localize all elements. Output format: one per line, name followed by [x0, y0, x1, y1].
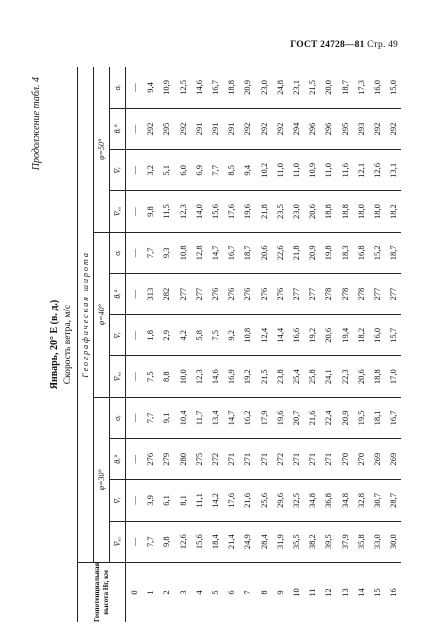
value-cell: 292	[369, 108, 385, 149]
value-cell: 16,0	[369, 67, 385, 108]
value-cell: 23,5	[272, 191, 288, 232]
value-cell: 278	[353, 273, 369, 314]
value-cell: 8,1	[175, 480, 191, 521]
value-cell: 19,6	[239, 191, 255, 232]
vr-header: V̄ᵣ	[110, 480, 126, 521]
value-cell: 32,8	[353, 480, 369, 521]
value-cell: 21,6	[304, 397, 320, 438]
value-cell: 25,8	[304, 356, 320, 397]
height-cell: 7	[242, 590, 253, 595]
value-cell: 24,8	[272, 67, 288, 108]
value-cell: 38,2	[304, 521, 320, 562]
table-row	[126, 67, 143, 622]
value-cell: 21,8	[288, 232, 304, 273]
value-cell: 19,6	[272, 397, 288, 438]
value-cell: 294	[288, 108, 304, 149]
table-row	[223, 67, 239, 622]
value-cell: 7,5	[142, 356, 158, 397]
page-number: Стр. 49	[367, 40, 398, 50]
value-cell: 20,0	[320, 67, 336, 108]
value-cell: 296	[304, 108, 320, 149]
value-cell: 10,9	[304, 150, 320, 191]
value-cell: 9,3	[158, 232, 174, 273]
standard-number: ГОСТ 24728—81	[290, 40, 365, 50]
value-cell: 32,5	[288, 480, 304, 521]
value-cell: 313	[142, 273, 158, 314]
value-cell: 6,1	[158, 480, 174, 521]
lat-40-header: φ=40°	[94, 232, 110, 397]
value-cell: 5,8	[191, 315, 207, 356]
table-row	[239, 67, 255, 622]
value-cell: 292	[256, 108, 272, 149]
value-cell: 14,6	[191, 67, 207, 108]
value-cell: 14,7	[207, 232, 223, 273]
value-cell: 272	[272, 439, 288, 480]
value-cell: 28,4	[256, 521, 272, 562]
vxa-header: V̄ₓₐ	[110, 191, 126, 232]
value-cell: 25,6	[256, 480, 272, 521]
value-cell: 7,7	[142, 232, 158, 273]
value-cell: 270	[336, 439, 352, 480]
value-cell: —	[126, 521, 143, 562]
value-cell: 29,6	[272, 480, 288, 521]
value-cell: 13,4	[207, 397, 223, 438]
value-cell: 12,3	[175, 191, 191, 232]
value-cell: 276	[272, 273, 288, 314]
table-row	[385, 67, 401, 622]
value-cell: 271	[288, 439, 304, 480]
value-cell: 22,3	[336, 356, 352, 397]
rotated-table-area	[31, 67, 404, 622]
value-cell: 10,9	[158, 67, 174, 108]
value-cell: 16,7	[385, 397, 401, 438]
value-cell: 36,8	[320, 480, 336, 521]
value-cell: 28,7	[385, 480, 401, 521]
wind-speed-table	[77, 67, 401, 622]
table-row	[256, 67, 272, 622]
value-cell: 11,0	[272, 150, 288, 191]
sigma-header: σᵣ	[110, 232, 126, 273]
value-cell: 24,9	[239, 521, 255, 562]
continuation-note: Продолжение табл. 4	[31, 77, 42, 171]
value-cell: 20,7	[288, 397, 304, 438]
table-row	[272, 67, 288, 622]
table-row	[304, 67, 320, 622]
table-row	[369, 67, 385, 622]
value-cell: 292	[142, 108, 158, 149]
value-cell: 35,5	[288, 521, 304, 562]
height-cell: 0	[129, 590, 140, 595]
value-cell: —	[126, 67, 143, 108]
value-cell: 37,9	[336, 521, 352, 562]
value-cell: 276	[207, 273, 223, 314]
value-cell: 9,2	[223, 315, 239, 356]
value-cell: —	[126, 315, 143, 356]
value-cell: 18,0	[369, 191, 385, 232]
value-cell: —	[126, 480, 143, 521]
value-cell: 20,6	[304, 191, 320, 232]
value-cell: 7,7	[142, 521, 158, 562]
value-cell: 17,6	[223, 191, 239, 232]
value-cell: 17,9	[256, 397, 272, 438]
height-cell: 3	[177, 590, 188, 595]
value-cell: 12,6	[369, 150, 385, 191]
value-cell: 18,8	[320, 191, 336, 232]
value-cell: 18,7	[385, 232, 401, 273]
value-cell: 15,2	[369, 232, 385, 273]
value-cell: —	[126, 232, 143, 273]
value-cell: 275	[191, 439, 207, 480]
height-cell: 14	[355, 588, 366, 597]
sigma-header: σᵣ	[110, 67, 126, 108]
value-cell: —	[126, 273, 143, 314]
value-cell: 270	[353, 439, 369, 480]
value-cell: 16,7	[223, 232, 239, 273]
value-cell: 18,2	[385, 191, 401, 232]
value-cell: —	[126, 397, 143, 438]
height-cell: 6	[226, 590, 237, 595]
height-cell: 1	[145, 590, 156, 595]
value-cell: 20,9	[239, 67, 255, 108]
value-cell: 21,6	[239, 480, 255, 521]
value-cell: 21,5	[256, 356, 272, 397]
value-cell: 13,1	[385, 150, 401, 191]
value-cell: 2,9	[158, 315, 174, 356]
value-cell: 272	[207, 439, 223, 480]
header-row-params	[110, 67, 126, 622]
value-cell: 10,8	[239, 315, 255, 356]
value-cell: 19,4	[336, 315, 352, 356]
value-cell: 17,0	[385, 356, 401, 397]
value-cell: 12,6	[175, 521, 191, 562]
value-cell: 21,4	[223, 521, 239, 562]
table-row	[191, 67, 207, 622]
value-cell: 9,8	[158, 521, 174, 562]
value-cell: 20,6	[353, 356, 369, 397]
value-cell: 292	[175, 108, 191, 149]
lat-50-header: φ=50°	[94, 67, 110, 232]
value-cell: 269	[369, 439, 385, 480]
value-cell: 14,6	[207, 356, 223, 397]
value-cell: 3,9	[142, 480, 158, 521]
value-cell: 291	[207, 108, 223, 149]
value-cell: 277	[369, 273, 385, 314]
value-cell: 35,8	[353, 521, 369, 562]
value-cell: 8,8	[158, 356, 174, 397]
vr-header: V̄ᵣ	[110, 150, 126, 191]
value-cell: 34,8	[304, 480, 320, 521]
value-cell: 11,7	[191, 397, 207, 438]
value-cell: 20,6	[256, 232, 272, 273]
value-cell: 20,9	[304, 232, 320, 273]
vr-header: V̄ᵣ	[110, 315, 126, 356]
value-cell: 23,0	[288, 191, 304, 232]
value-cell: 292	[272, 108, 288, 149]
value-cell: 14,4	[272, 315, 288, 356]
height-cell: 11	[307, 588, 318, 597]
value-cell: 11,1	[191, 480, 207, 521]
table-row	[288, 67, 304, 622]
value-cell: 19,2	[239, 356, 255, 397]
value-cell: 11,0	[320, 150, 336, 191]
value-cell: 18,8	[223, 67, 239, 108]
value-cell: 277	[175, 273, 191, 314]
theta-header: θᵣ°	[110, 108, 126, 149]
value-cell: 9,4	[239, 150, 255, 191]
value-cell: 7,5	[207, 315, 223, 356]
value-cell: 276	[223, 273, 239, 314]
value-cell: 20,9	[336, 397, 352, 438]
value-cell: 22,6	[272, 232, 288, 273]
value-cell: 1,8	[142, 315, 158, 356]
height-cell: 9	[274, 590, 285, 595]
value-cell: 23,1	[288, 67, 304, 108]
value-cell: 21,5	[304, 67, 320, 108]
value-cell: 16,2	[239, 397, 255, 438]
value-cell: 14,0	[191, 191, 207, 232]
value-cell: 271	[223, 439, 239, 480]
value-cell: 11,6	[336, 150, 352, 191]
value-cell: 39,5	[320, 521, 336, 562]
value-cell: 22,4	[320, 397, 336, 438]
value-cell: 18,8	[369, 356, 385, 397]
value-cell: 280	[175, 439, 191, 480]
value-cell: 16,8	[353, 232, 369, 273]
table-row	[336, 67, 352, 622]
value-cell: 293	[353, 108, 369, 149]
sigma-header: σᵣ	[110, 397, 126, 438]
value-cell: 16,7	[207, 67, 223, 108]
value-cell: 9,4	[142, 67, 158, 108]
value-cell: 276	[142, 439, 158, 480]
value-cell: 277	[304, 273, 320, 314]
value-cell: 15,7	[385, 315, 401, 356]
table-body	[126, 67, 402, 622]
value-cell: 9,1	[158, 397, 174, 438]
value-cell: 18,8	[336, 191, 352, 232]
value-cell: 7,7	[207, 150, 223, 191]
table-title: Январь, 20° Е (в. д.)	[49, 299, 60, 390]
height-cell: 4	[193, 590, 204, 595]
value-cell: 7,7	[142, 397, 158, 438]
value-cell: 11,0	[288, 150, 304, 191]
value-cell: 18,1	[369, 397, 385, 438]
value-cell: 282	[158, 273, 174, 314]
value-cell: 10,0	[175, 356, 191, 397]
value-cell: 19,8	[320, 232, 336, 273]
value-cell: 12,4	[256, 315, 272, 356]
value-cell: 277	[288, 273, 304, 314]
value-cell: 295	[158, 108, 174, 149]
vxa-header: V̄ₓₐ	[110, 521, 126, 562]
value-cell: 15,0	[385, 67, 401, 108]
height-cell: 16	[388, 588, 399, 597]
value-cell: 271	[256, 439, 272, 480]
table-row	[142, 67, 158, 622]
value-cell: 10,8	[175, 232, 191, 273]
height-cell: 8	[258, 590, 269, 595]
value-cell: 10,4	[175, 397, 191, 438]
value-cell: 277	[385, 273, 401, 314]
value-cell: 8,5	[223, 150, 239, 191]
value-cell: 17,6	[223, 480, 239, 521]
value-cell: 30,7	[369, 480, 385, 521]
table-row	[320, 67, 336, 622]
value-cell: 276	[256, 273, 272, 314]
value-cell: —	[126, 150, 143, 191]
value-cell: 6,0	[175, 150, 191, 191]
value-cell: 18,2	[353, 315, 369, 356]
value-cell: 16,6	[288, 315, 304, 356]
value-cell: 276	[239, 273, 255, 314]
value-cell: 16,9	[223, 356, 239, 397]
value-cell: 279	[158, 439, 174, 480]
value-cell: 25,4	[288, 356, 304, 397]
value-cell: 14,2	[207, 480, 223, 521]
value-cell: 18,7	[336, 67, 352, 108]
value-cell: 291	[223, 108, 239, 149]
value-cell: 12,8	[191, 232, 207, 273]
value-cell: 18,3	[336, 232, 352, 273]
value-cell: —	[126, 439, 143, 480]
theta-header: θᵣ°	[110, 273, 126, 314]
value-cell: 17,3	[353, 67, 369, 108]
value-cell: 278	[320, 273, 336, 314]
value-cell: 18,7	[239, 232, 255, 273]
value-cell: 292	[239, 108, 255, 149]
height-cell: 13	[339, 588, 350, 597]
value-cell: —	[126, 191, 143, 232]
value-cell: 269	[385, 439, 401, 480]
value-cell: —	[126, 356, 143, 397]
value-cell: 15,6	[207, 191, 223, 232]
value-cell: 3,2	[142, 150, 158, 191]
value-cell: 296	[320, 108, 336, 149]
height-header: Геопотенциальная высота Hг, км	[78, 562, 126, 622]
theta-header: θᵣ°	[110, 439, 126, 480]
value-cell: 31,9	[272, 521, 288, 562]
header-row-geo	[78, 67, 94, 622]
height-cell: 5	[210, 590, 221, 595]
height-cell: 2	[161, 590, 172, 595]
geo-latitude-header: Географическая широта	[78, 67, 94, 562]
value-cell: 5,1	[158, 150, 174, 191]
value-cell: 16,0	[369, 315, 385, 356]
value-cell: 21,8	[256, 191, 272, 232]
value-cell: 19,2	[304, 315, 320, 356]
table-row	[207, 67, 223, 622]
height-cell: 12	[323, 588, 334, 597]
table-row	[353, 67, 369, 622]
value-cell: 33,0	[369, 521, 385, 562]
header-row-lat	[94, 67, 110, 622]
value-cell: 11,5	[158, 191, 174, 232]
value-cell: 24,1	[320, 356, 336, 397]
value-cell: 271	[239, 439, 255, 480]
table-row	[158, 67, 174, 622]
value-cell: 9,8	[142, 191, 158, 232]
value-cell: 271	[304, 439, 320, 480]
value-cell: 20,6	[320, 315, 336, 356]
value-cell: 295	[336, 108, 352, 149]
value-cell: 34,8	[336, 480, 352, 521]
height-cell: 10	[290, 588, 301, 597]
value-cell: 12,3	[191, 356, 207, 397]
value-cell: 18,4	[207, 521, 223, 562]
value-cell: 23,0	[256, 67, 272, 108]
value-cell: 291	[191, 108, 207, 149]
value-cell: 14,7	[223, 397, 239, 438]
value-cell: —	[126, 108, 143, 149]
height-cell: 15	[371, 588, 382, 597]
value-cell: 18,0	[353, 191, 369, 232]
value-cell: 15,6	[191, 521, 207, 562]
value-cell: 19,5	[353, 397, 369, 438]
value-cell: 278	[336, 273, 352, 314]
value-cell: 12,1	[353, 150, 369, 191]
value-cell: 4,2	[175, 315, 191, 356]
value-cell: 23,8	[272, 356, 288, 397]
value-cell: 6,9	[191, 150, 207, 191]
page-header	[290, 40, 398, 50]
value-cell: 12,5	[175, 67, 191, 108]
value-cell: 277	[191, 273, 207, 314]
value-cell: 10,2	[256, 150, 272, 191]
value-cell: 292	[385, 108, 401, 149]
table-subtitle: Скорость ветра, м/с	[63, 304, 73, 385]
vxa-header: V̄ₓₐ	[110, 356, 126, 397]
value-cell: 30,0	[385, 521, 401, 562]
table-row	[175, 67, 191, 622]
value-cell: 271	[320, 439, 336, 480]
lat-30-header: φ=30°	[94, 397, 110, 562]
